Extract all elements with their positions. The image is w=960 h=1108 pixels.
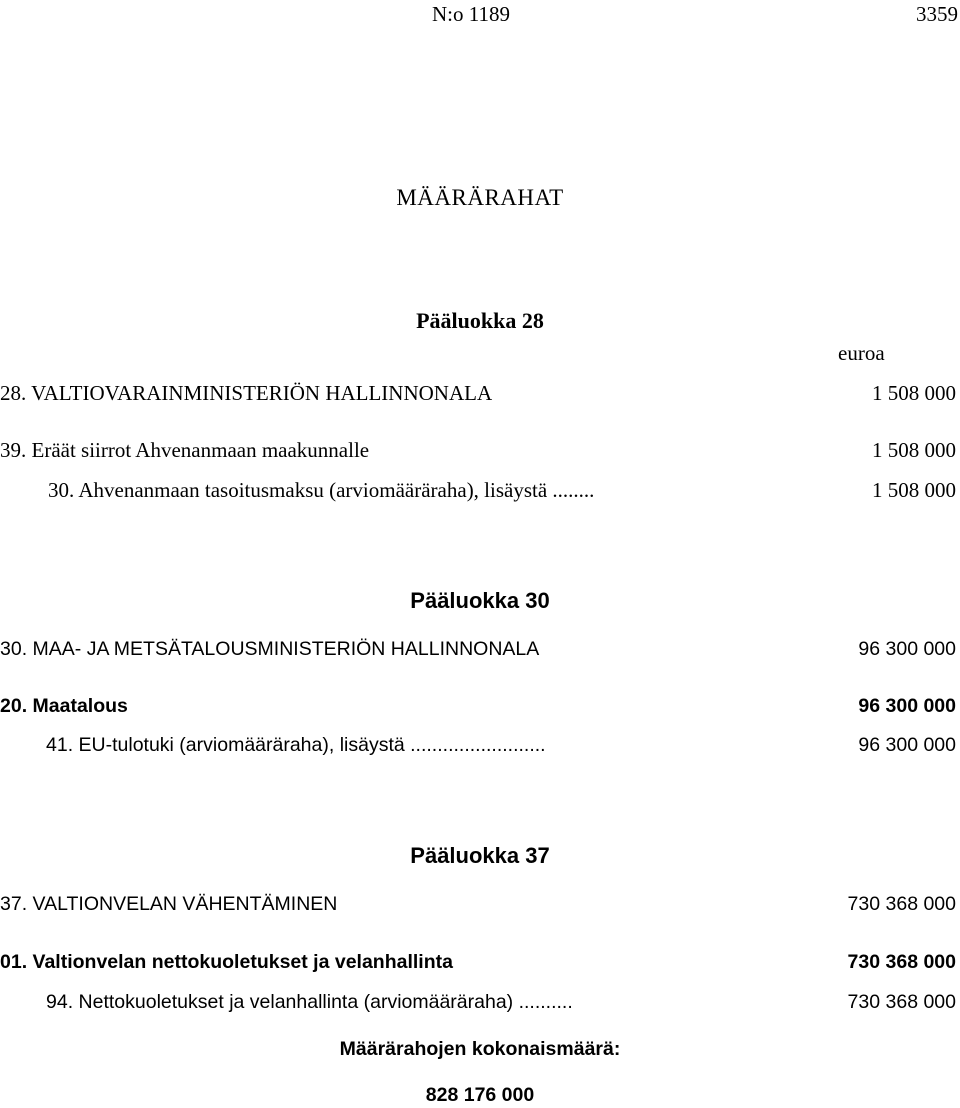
row-value-37-01: 730 368 000: [847, 951, 956, 973]
total-label: Määrärahojen kokonaismäärä:: [339, 1038, 621, 1060]
row-label-37-01: 01. Valtionvelan nettokuoletukset ja velanhallinta: [0, 951, 453, 973]
row-value-28: 1 508 000: [872, 381, 956, 405]
row-label-37: 37. VALTIONVELAN VÄHENTÄMINEN: [0, 893, 338, 915]
page-header-left: N:o 1189: [432, 2, 510, 26]
row-value-30-20: 96 300 000: [858, 695, 956, 717]
row-label-30-20-41: 41. EU-tulotuki (arviomääräraha), lisäystä .........................: [46, 734, 546, 756]
section-heading-28: Pääluokka 28: [416, 308, 544, 333]
row-label-28-39-30: 30. Ahvenanmaan tasoitusmaksu (arviomääräraha), lisäystä ........: [48, 478, 595, 502]
row-label-28-39: 39. Eräät siirrot Ahvenanmaan maakunnalle: [0, 438, 370, 462]
document-title: MÄÄRÄRAHAT: [396, 185, 564, 210]
row-value-37: 730 368 000: [847, 893, 956, 915]
row-value-28-39: 1 508 000: [872, 438, 956, 462]
section-heading-37: Pääluokka 37: [410, 843, 550, 868]
currency-label: euroa: [838, 341, 885, 365]
row-value-30-20-41: 96 300 000: [858, 734, 956, 756]
page-number: 3359: [916, 2, 958, 26]
row-value-28-39-30: 1 508 000: [872, 478, 956, 502]
row-label-37-01-94: 94. Nettokuoletukset ja velanhallinta (arviomääräraha) ..........: [46, 991, 573, 1013]
row-value-37-01-94: 730 368 000: [847, 991, 956, 1013]
row-value-30: 96 300 000: [858, 638, 956, 660]
total-value: 828 176 000: [425, 1084, 535, 1106]
row-label-28: 28. VALTIOVARAINMINISTERIÖN HALLINNONALA: [0, 381, 493, 405]
row-label-30: 30. MAA- JA METSÄTALOUSMINISTERIÖN HALLINNONALA: [0, 638, 540, 660]
row-label-30-20: 20. Maatalous: [0, 695, 128, 717]
section-heading-30: Pääluokka 30: [410, 588, 550, 613]
